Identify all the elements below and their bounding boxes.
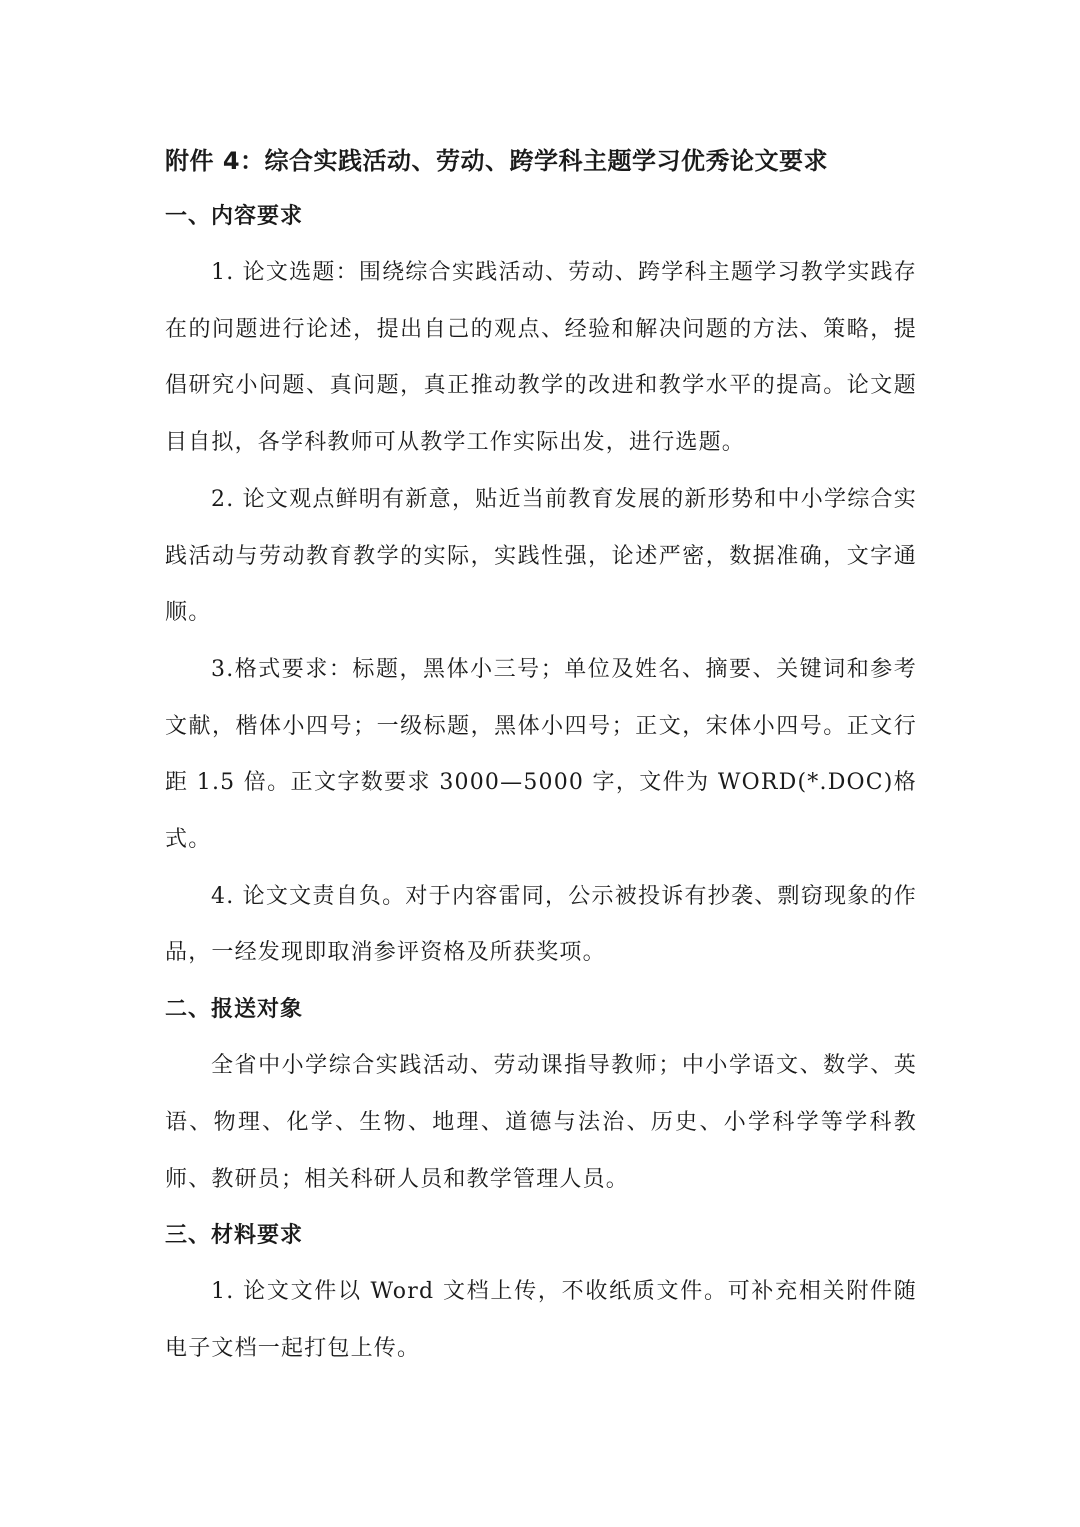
paragraph-format-requirements: 3.格式要求：标题，黑体小三号；单位及姓名、摘要、关键词和参考文献，楷体小四号；一级标题，黑体小四号；正文，宋体小四号。正文行距 1.5 倍。正文字数要求 3000—5000 字，文件为 WORD(*.DOC)格式。	[165, 656, 917, 853]
paragraph-viewpoint: 2. 论文观点鲜明有新意，贴近当前教育发展的新形势和中小学综合实践活动与劳动教育教学的实际，实践性强，论述严密，数据准确，文字通顺。	[165, 486, 917, 626]
paragraph-file-upload: 1. 论文文件以 Word 文档上传，不收纸质文件。可补充相关附件随电子文档一起打包上传。	[165, 1279, 917, 1361]
section-heading-submission-targets: 二、报送对象	[165, 997, 304, 1023]
section-heading-material-requirements: 三、材料要求	[165, 1223, 304, 1249]
paragraph-responsibility: 4. 论文文责自负。对于内容雷同，公示被投诉有抄袭、剽窃现象的作品，一经发现即取消参评资格及所获奖项。	[165, 883, 917, 966]
paragraph-eligible-teachers: 全省中小学综合实践活动、劳动课指导教师；中小学语文、数学、英语、物理、化学、生物、地理、道德与法治、历史、小学科学等学科教师、教研员；相关科研人员和教学管理人员。	[165, 1053, 917, 1192]
section-heading-content-requirements: 一、内容要求	[165, 204, 304, 229]
document-title: 附件 4：综合实践活动、劳动、跨学科主题学习优秀论文要求	[165, 147, 829, 175]
paragraph-topic-selection: 1. 论文选题：围绕综合实践活动、劳动、跨学科主题学习教学实践存在的问题进行论述，提出自己的观点、经验和解决问题的方法、策略，提倡研究小问题、真问题，真正推动教学的改进和教学水平的提高。论文题目自拟，各学科教师可从教学工作实际出发，进行选题。	[165, 260, 917, 456]
document-body	[165, 133, 917, 1378]
